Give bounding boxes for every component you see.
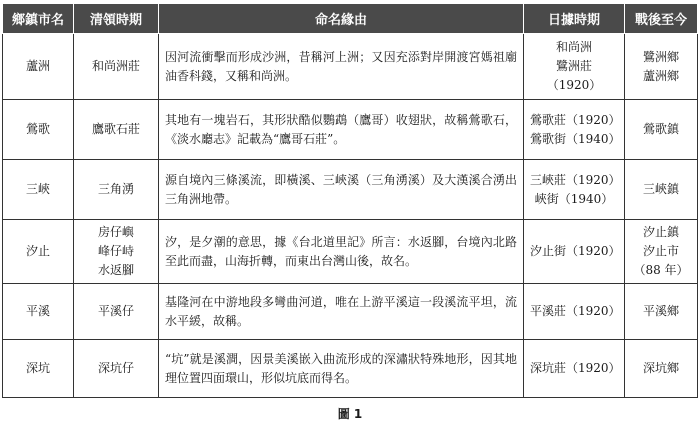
figure-caption: 圖 1 [337, 407, 363, 421]
qing-cell: 三角湧 [74, 160, 159, 220]
japanese-cell: 汐止街（1920） [524, 220, 625, 284]
town-cell: 汐止 [3, 220, 74, 284]
town-cell: 深坑 [3, 340, 74, 398]
japanese-cell: 深坑莊（1920） [524, 340, 625, 398]
table-row [3, 340, 698, 398]
town-cell: 蘆洲 [3, 34, 74, 100]
town-cell: 鶯歌 [3, 100, 74, 160]
postwar-cell: 三峽鎮 [625, 160, 698, 220]
header-postwar: 戰後至今 [625, 4, 698, 34]
header-town: 鄉鎮市名 [3, 4, 74, 34]
place-name-table [2, 3, 698, 398]
japanese-cell: 平溪莊（1920） [524, 284, 625, 340]
postwar-cell: 鷺洲鄉 蘆洲鄉 [625, 34, 698, 100]
japanese-cell: 和尚洲 鷺洲莊 （1920） [524, 34, 625, 100]
postwar-cell: 深坑鄉 [625, 340, 698, 398]
postwar-cell: 平溪鄉 [625, 284, 698, 340]
table-row [3, 100, 698, 160]
table-header-row [3, 4, 698, 34]
header-reason: 命名緣由 [159, 4, 524, 34]
reason-cell: 其地有一塊岩石，其形狀酷似鸚鵡（鷹哥）收翅狀，故稱鶯歌石，《淡水廳志》記載為“鷹哥石莊”。 [159, 100, 524, 160]
table-row [3, 220, 698, 284]
reason-cell: 因河流衝擊而形成沙洲，昔稱河上洲；又因充添對岸開渡宮媽祖廟油香科錢，又稱和尚洲。 [159, 34, 524, 100]
table-row [3, 284, 698, 340]
reason-cell: “坑”就是溪澗，因景美溪嵌入曲流形成的深潚狀特殊地形，因其地理位置四面環山，形似坑底而得名。 [159, 340, 524, 398]
reason-cell: 源自境內三條溪流，即橫溪、三峽溪（三角湧溪）及大漢溪合湧出三角洲地帶。 [159, 160, 524, 220]
qing-cell: 平溪仔 [74, 284, 159, 340]
qing-cell: 和尚洲莊 [74, 34, 159, 100]
reason-cell: 汐，是夕潮的意思，據《台北道里記》所言：水返腳，台境內北路至此而盡，山海折轉，而東出台灣山後，故名。 [159, 220, 524, 284]
postwar-cell: 鶯歌鎮 [625, 100, 698, 160]
qing-cell: 鷹歌石莊 [74, 100, 159, 160]
table-row [3, 34, 698, 100]
japanese-cell: 三峽莊（1920） 峽街（1940） [524, 160, 625, 220]
qing-cell: 房仔嶼 峰仔峙 水返腳 [74, 220, 159, 284]
table-row [3, 160, 698, 220]
japanese-cell: 鶯歌莊（1920） 鶯歌街（1940） [524, 100, 625, 160]
header-qing: 清領時期 [74, 4, 159, 34]
header-japanese: 日據時期 [524, 4, 625, 34]
town-cell: 平溪 [3, 284, 74, 340]
town-cell: 三峽 [3, 160, 74, 220]
qing-cell: 深坑仔 [74, 340, 159, 398]
postwar-cell: 汐止鎮 汐止市 （88 年） [625, 220, 698, 284]
reason-cell: 基隆河在中游地段多彎曲河道，唯在上游平溪這一段溪流平坦，流水平緩，故稱。 [159, 284, 524, 340]
